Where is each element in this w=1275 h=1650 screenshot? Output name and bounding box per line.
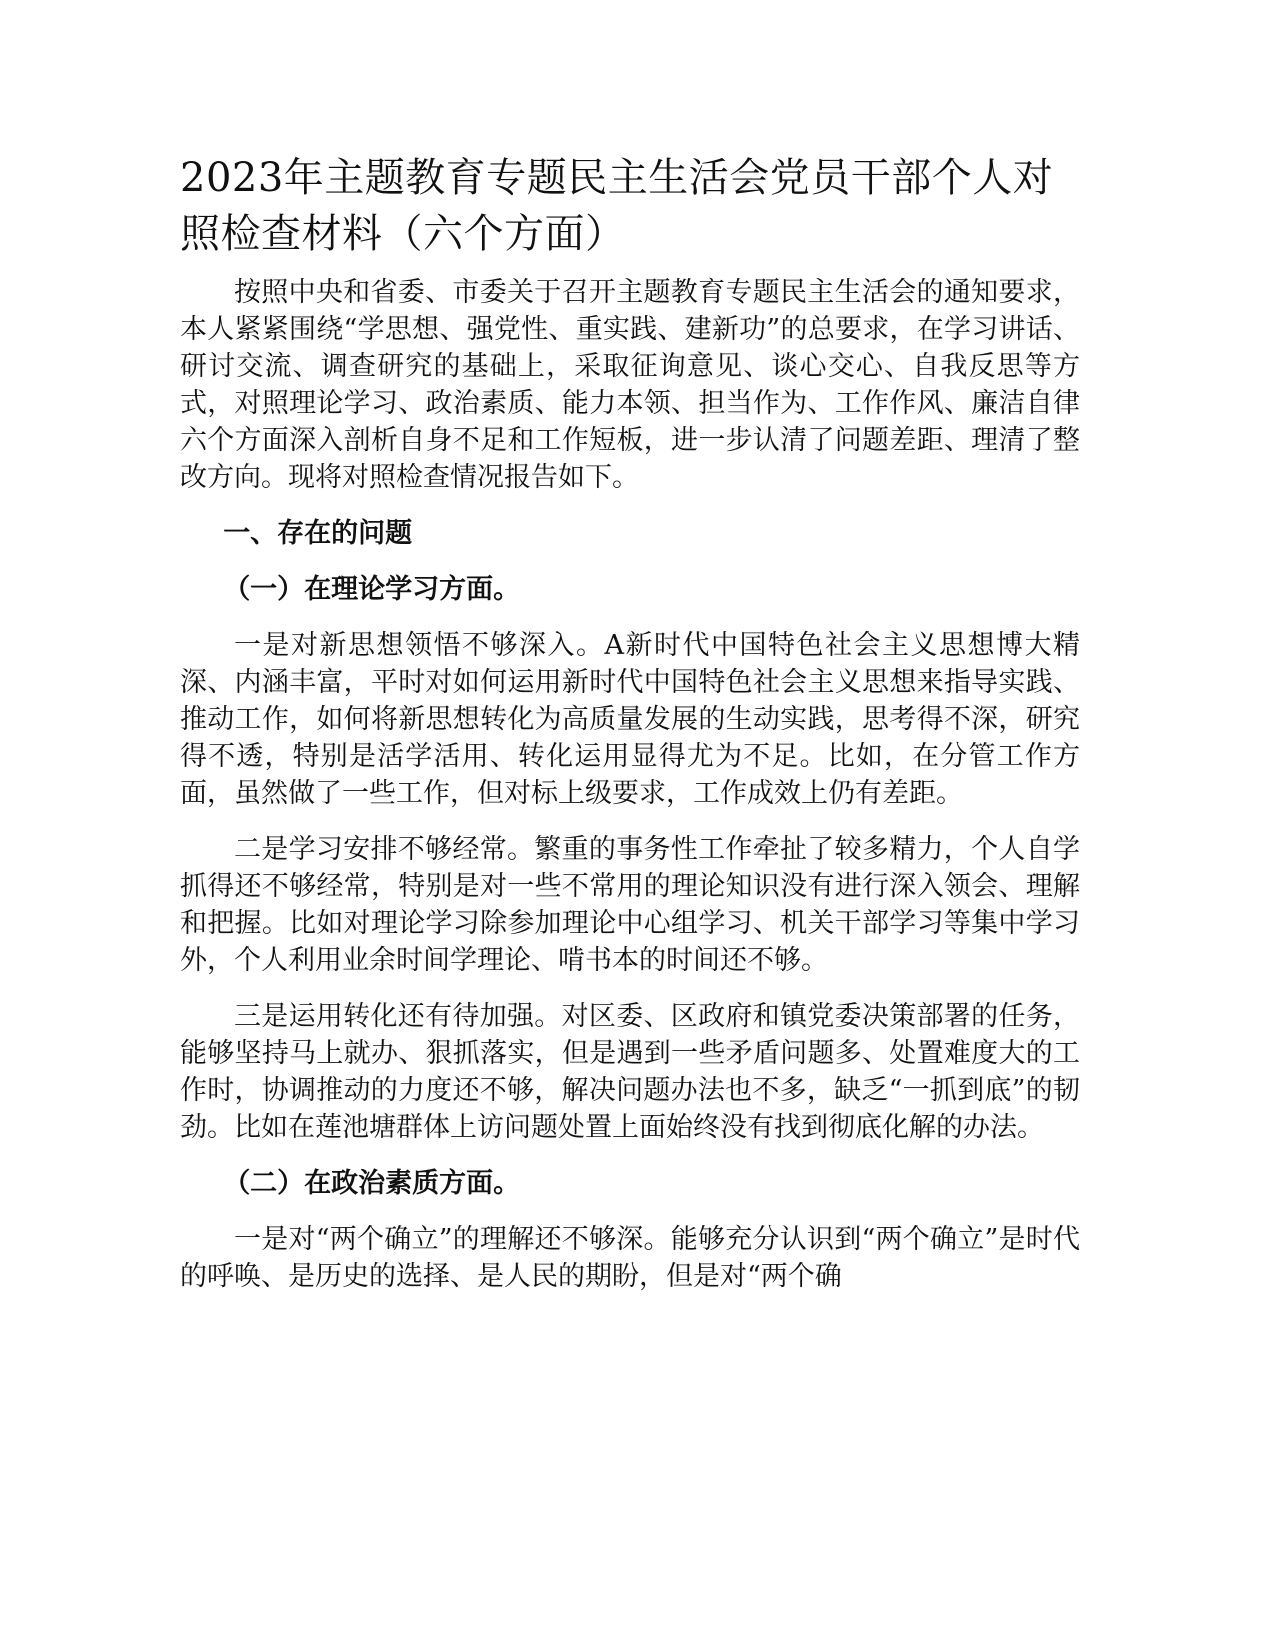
document-page — [180, 150, 1080, 1314]
theory-study-paragraph-1: 一是对新思想领悟不够深入。A新时代中国特色社会主义思想博大精深、内涵丰富，平时对如何运用新时代中国特色社会主义思想来指导实践、推动工作，如何将新思想转化为高质量发展的生动实践，思考得不深，研究得不透，特别是活学活用、转化运用显得尤为不足。比如，在分管工作方面，虽然做了一些工作，但对标上级要求，工作成效上仍有差距。 — [180, 630, 1080, 809]
theory-study-paragraph-2: 二是学习安排不够经常。繁重的事务性工作牵扯了较多精力，个人自学抓得还不够经常，特别是对一些不常用的理论知识没有进行深入领会、理解和把握。比如对理论学习除参加理论中心组学习、机关干部学习等集中学习外，个人利用业余时间学理论、啃书本的时间还不够。 — [180, 834, 1080, 976]
theory-study-paragraph-3: 三是运用转化还有待加强。对区委、区政府和镇党委决策部署的任务，能够坚持马上就办、狠抓落实，但是遇到一些矛盾问题多、处置难度大的工作时，协调推动的力度还不够，解决问题办法也不多，缺乏“一抓到底”的韧劲。比如在莲池塘群体上访问题处置上面始终没有找到彻底化解的办法。 — [180, 1001, 1080, 1143]
section-heading-problems: 一、存在的问题 — [223, 518, 413, 549]
political-quality-paragraph-1: 一是对“两个确立”的理解还不够深。能够充分认识到“两个确立”是时代的呼唤、是历史的选择、是人民的期盼，但是对“两个确 — [180, 1224, 1080, 1292]
document-title: 2023年主题教育专题民主生活会党员干部个人对照检查材料（六个方面） — [180, 155, 1054, 257]
intro-paragraph: 按照中央和省委、市委关于召开主题教育专题民主生活会的通知要求，本人紧紧围绕“学思想、强党性、重实践、建新功”的总要求，在学习讲话、研讨交流、调查研究的基础上，采取征询意见、谈心交心、自我反思等方式，对照理论学习、政治素质、能力本领、担当作为、工作作风、廉洁自律六个方面深入剖析自身不足和工作短板，进一步认清了问题差距、理清了整改方向。现将对照检查情况报告如下。 — [180, 277, 1080, 493]
subheading-political-quality: （二）在政治素质方面。 — [223, 1168, 521, 1199]
subheading-theory-study: （一）在理论学习方面。 — [223, 574, 521, 605]
